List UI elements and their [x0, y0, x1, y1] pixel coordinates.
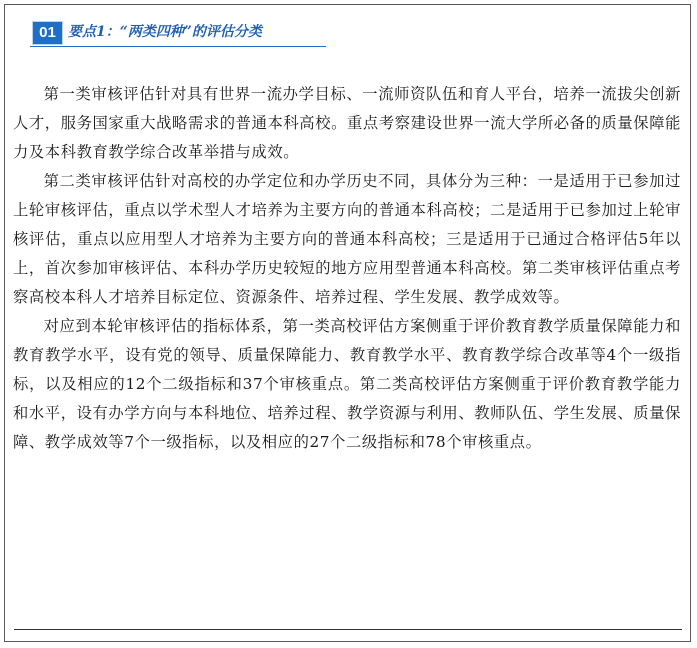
bottom-divider: [14, 629, 682, 630]
section-title: 要点1：“两类四种”的评估分类: [68, 24, 262, 40]
document-body: [13, 80, 681, 457]
paragraph-first-category: 第一类审核评估针对具有世界一流办学目标、一流师资队伍和育人平台，培养一流拔尖创新人才，服务国家重大战略需求的普通本科高校。重点考察建设世界一流大学所必备的质量保障能力及本科教育教学综合改革举措与成效。: [13, 85, 681, 161]
paragraph-indicator-system: 对应到本轮审核评估的指标体系，第一类高校评估方案侧重于评价教育教学质量保障能力和教育教学水平，设有党的领导、质量保障能力、教育教学水平、教育教学综合改革等4个一级指标，以及相应的12个二级指标和37个审核重点。第二类高校评估方案侧重于评价教育教学能力和水平，设有办学方向与本科地位、培养过程、教学资源与利用、教师队伍、学生发展、质量保障、教学成效等7个一级指标，以及相应的27个二级指标和78个审核重点。: [13, 317, 681, 451]
paragraph-second-category: 第二类审核评估针对高校的办学定位和办学历史不同，具体分为三种：一是适用于已参加过上轮审核评估，重点以学术型人才培养为主要方向的普通本科高校；二是适用于已参加过上轮审核评估，重点以应用型人才培养为主要方向的普通本科高校；三是适用于已通过合格评估5年以上，首次参加审核评估、本科办学历史较短的地方应用型普通本科高校。第二类审核评估重点考察高校本科人才培养目标定位、资源条件、培养过程、学生发展、教学成效等。: [13, 172, 681, 306]
section-number-badge: [32, 21, 63, 45]
section-header: [28, 16, 318, 50]
section-number: 01: [39, 24, 56, 41]
section-title-underline: [30, 46, 326, 47]
